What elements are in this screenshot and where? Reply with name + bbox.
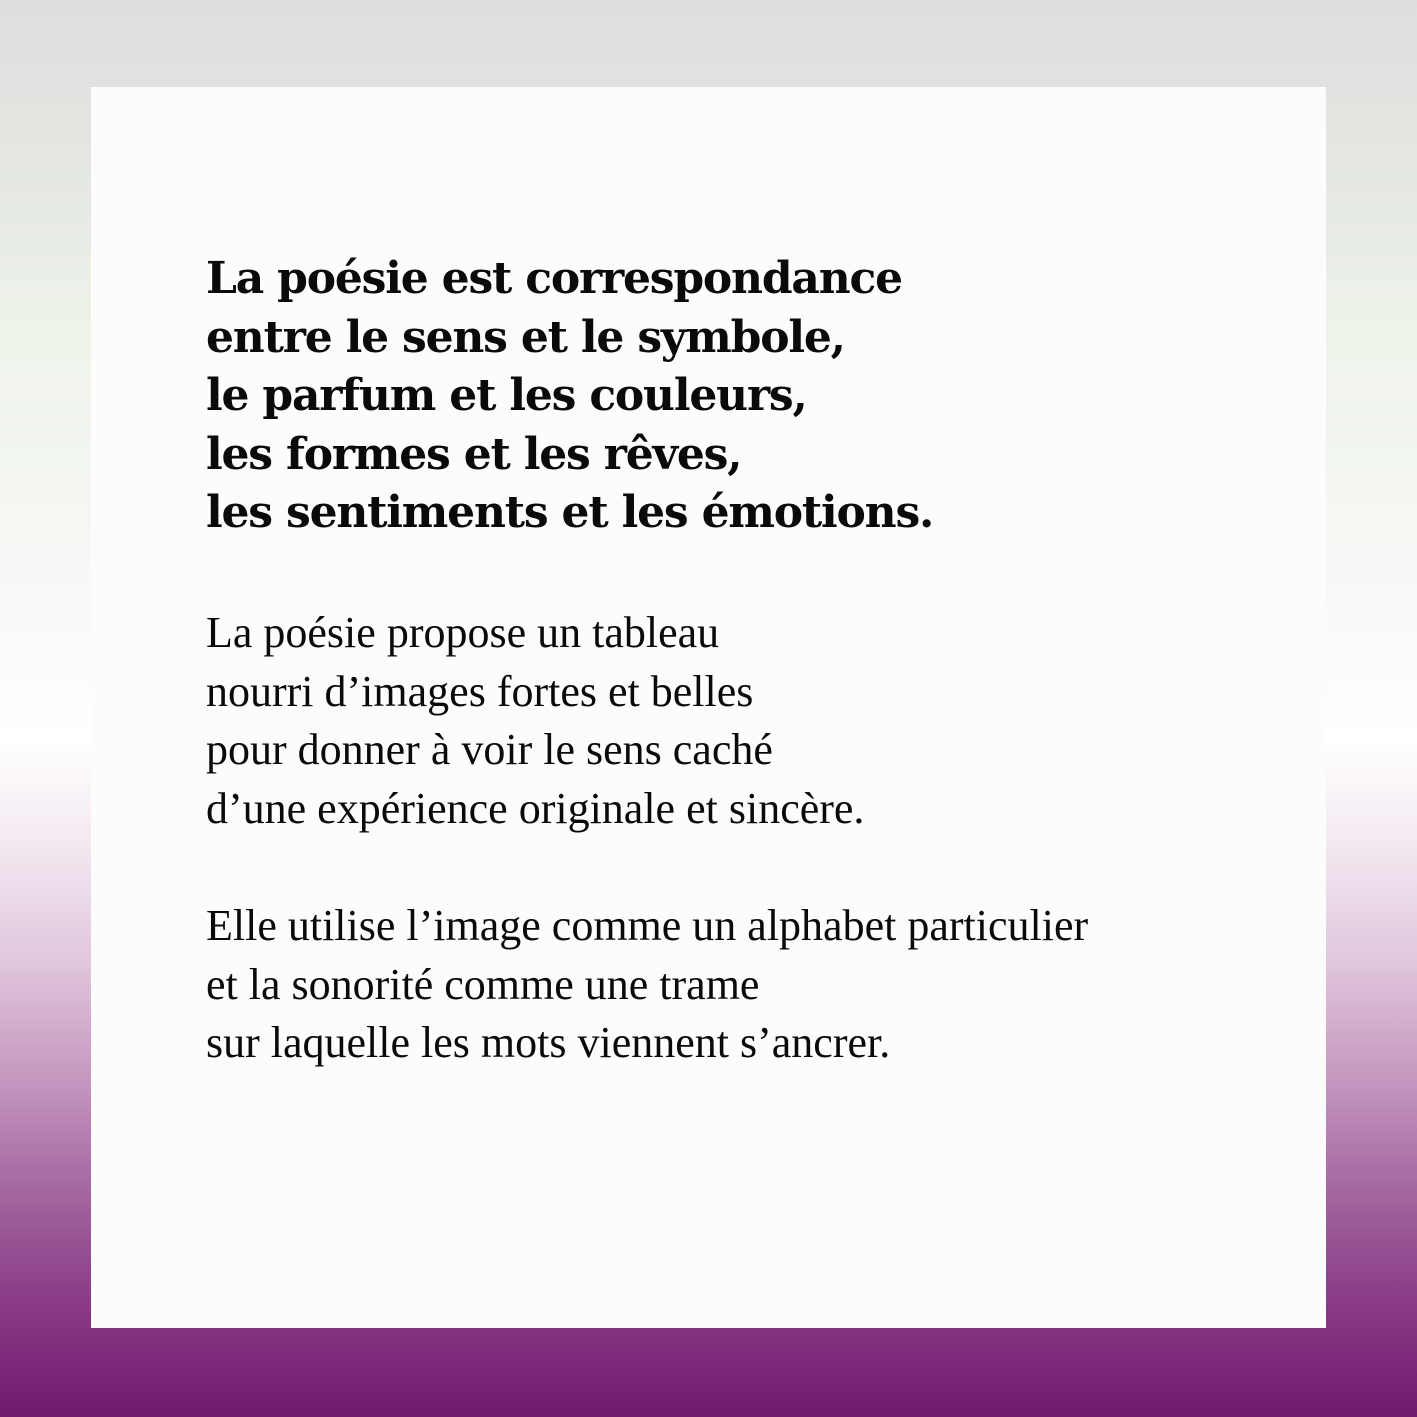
stanza-1-line-5: les sentiments et les émotions. [206, 487, 934, 538]
stanza-3 [206, 897, 1088, 1073]
poem-card [91, 87, 1326, 1328]
stanza-3-line-1: Elle utilise l’image comme un alphabet particulier [206, 901, 1089, 950]
stanza-1-line-1: La poésie est correspondance [206, 253, 902, 304]
stanza-3-line-2: et la sonorité comme une trame [206, 959, 760, 1009]
stanza-3-line-3: sur laquelle les mots viennent s’ancrer. [206, 1018, 891, 1068]
stanza-1-line-3: le parfum et les couleurs, [206, 370, 807, 421]
stanza-2-line-3: pour donner à voir le sens caché [206, 725, 773, 775]
stanza-2 [206, 604, 864, 839]
stanza-2-line-4: d’une expérience originale et sincère. [206, 784, 865, 834]
stanza-1 [206, 250, 933, 543]
stanza-2-line-1: La poésie propose un tableau [206, 608, 720, 657]
stanza-2-line-2: nourri d’images fortes et belles [206, 666, 754, 716]
stanza-1-line-2: entre le sens et le symbole, [206, 311, 845, 363]
stanza-1-line-4: les formes et les rêves, [206, 428, 742, 480]
